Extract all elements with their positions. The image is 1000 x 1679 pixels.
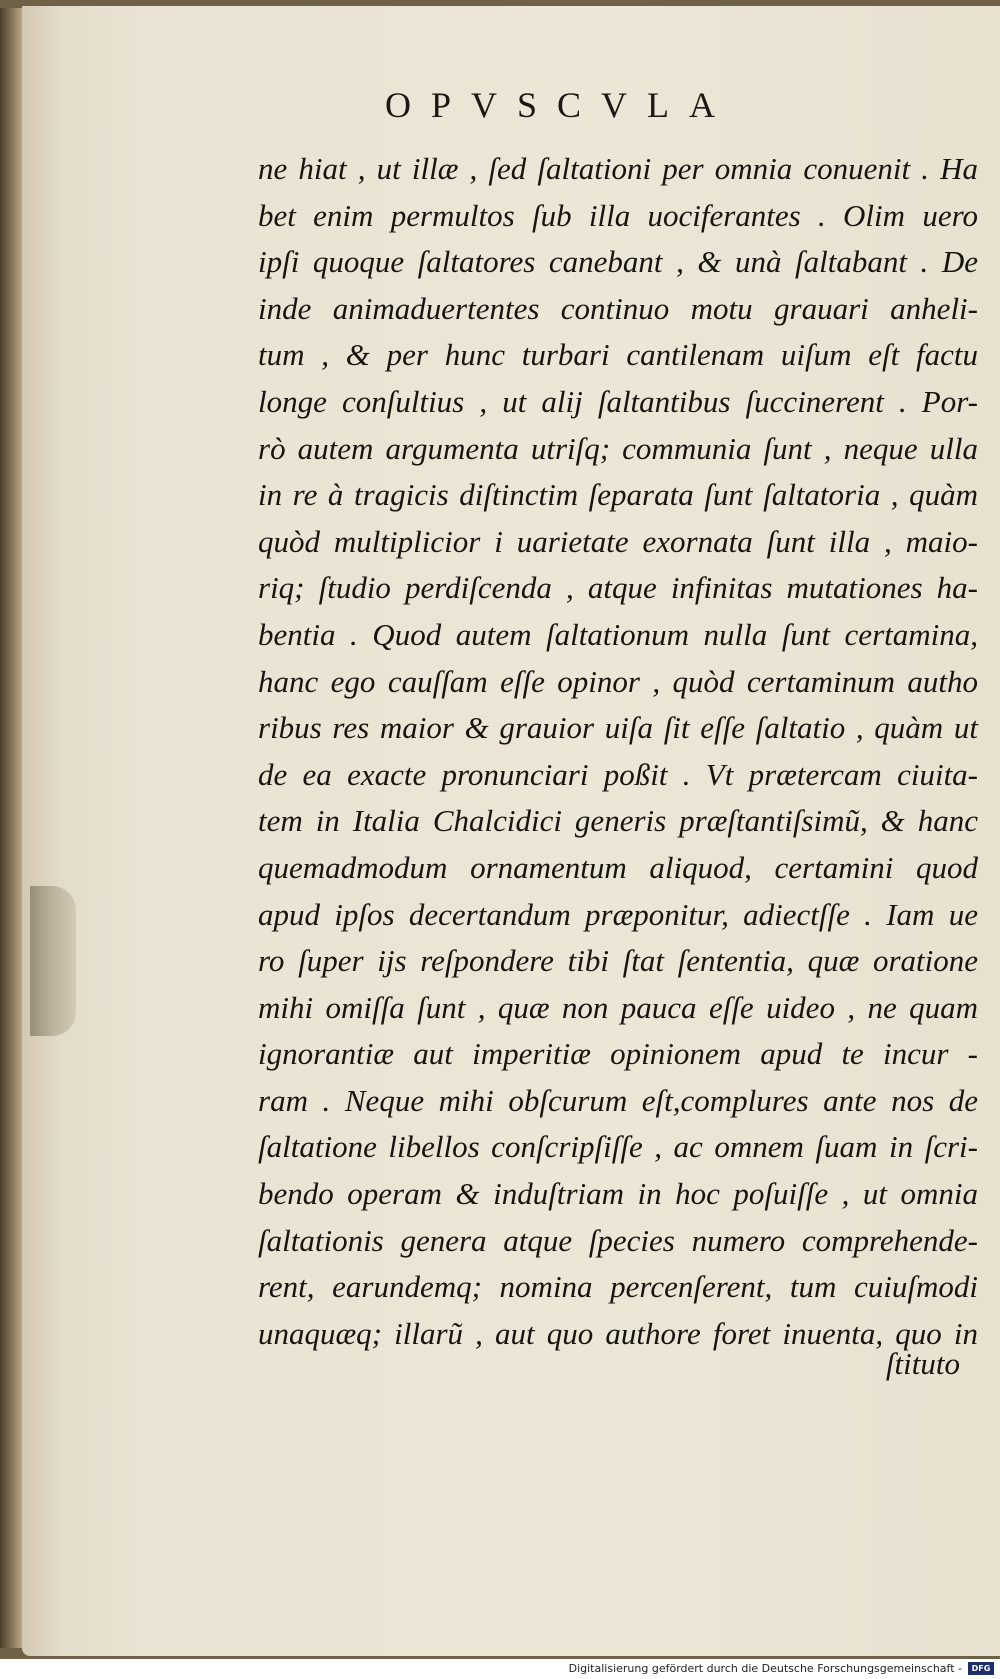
text-line: inde animaduertentes continuo motu grauari anheli- bbox=[258, 290, 978, 326]
footer-bar bbox=[0, 1659, 1000, 1679]
text-line: rent, earundemq; nomina percenſerent, tum cuiuſmodi bbox=[258, 1269, 978, 1305]
running-header: OPVSCVLA bbox=[384, 85, 736, 125]
body-text bbox=[258, 146, 978, 1357]
catchword: ſtituto bbox=[885, 1346, 960, 1381]
text-line: apud ipſos decertandum præponitur, adiectſſe . Iam ue bbox=[258, 896, 978, 932]
dfg-logo: DFG bbox=[968, 1662, 994, 1675]
text-line: mihi omiſſa ſunt , quæ non pauca eſſe uideo , ne quam bbox=[258, 989, 978, 1025]
text-line: de ea exacte pronunciari poßit . Vt prætercam ciuita- bbox=[258, 756, 978, 792]
text-line: bet enim permultos ſub illa uociferantes . Olim uero bbox=[258, 197, 978, 233]
text-line: ipſi quoque ſaltatores canebant , & unà ſaltabant . De bbox=[258, 244, 978, 280]
text-line: bentia . Quod autem ſaltationum nulla ſunt certamina, bbox=[258, 616, 978, 652]
text-line: tum , & per hunc turbari cantilenam uiſum eſt factu bbox=[258, 337, 978, 373]
text-line: quòd multiplicior i uarietate exornata ſunt illa , maio- bbox=[258, 523, 978, 559]
text-line: ribus res maior & grauior uiſa ſit eſſe ſaltatio , quàm ut bbox=[258, 710, 978, 746]
text-line: bendo operam & induſtriam in hoc poſuiſſe , ut omnia bbox=[258, 1176, 978, 1212]
text-line: longe conſultius , ut alij ſaltantibus ſuccinerent . Por- bbox=[258, 383, 978, 419]
text-line: quemadmodum ornamentum aliquod, certamini quod bbox=[258, 849, 978, 885]
text-line: riq; ſtudio perdiſcenda , atque infinitas mutationes ha- bbox=[258, 570, 978, 606]
text-line: tem in Italia Chalcidici generis præſtantiſsimũ, & hanc bbox=[258, 803, 978, 839]
text-line: ram . Neque mihi obſcurum eſt,complures ante nos de bbox=[258, 1082, 978, 1118]
text-line: ſaltatione libellos conſcripſiſſe , ac omnem ſuam in ſcri- bbox=[258, 1129, 978, 1165]
text-line: ne hiat , ut illæ , ſed ſaltationi per omnia conuenit . Ha bbox=[258, 151, 978, 186]
page-clip-shadow bbox=[30, 886, 76, 1036]
text-line: ſaltationis genera atque ſpecies numero comprehende- bbox=[258, 1222, 978, 1258]
text-line: rò autem argumenta utriſq; communia ſunt , neque ulla bbox=[258, 430, 978, 466]
text-line: in re à tragicis diſtinctim ſeparata ſunt ſaltatoria , quàm bbox=[258, 477, 978, 513]
text-line: hanc ego cauſſam eſſe opinor , quòd certaminum autho bbox=[258, 663, 978, 699]
text-line: unaquæq; illarũ , aut quo authore foret inuenta, quo in bbox=[258, 1315, 978, 1351]
text-line: ignorantiæ aut imperitiæ opinionem apud te incur - bbox=[258, 1036, 978, 1072]
text-line: ro ſuper ijs reſpondere tibi ſtat ſententia, quæ oratione bbox=[258, 943, 978, 979]
footer-credit: Digitalisierung gefördert durch die Deutsche Forschungsgemeinschaft - bbox=[568, 1662, 962, 1675]
